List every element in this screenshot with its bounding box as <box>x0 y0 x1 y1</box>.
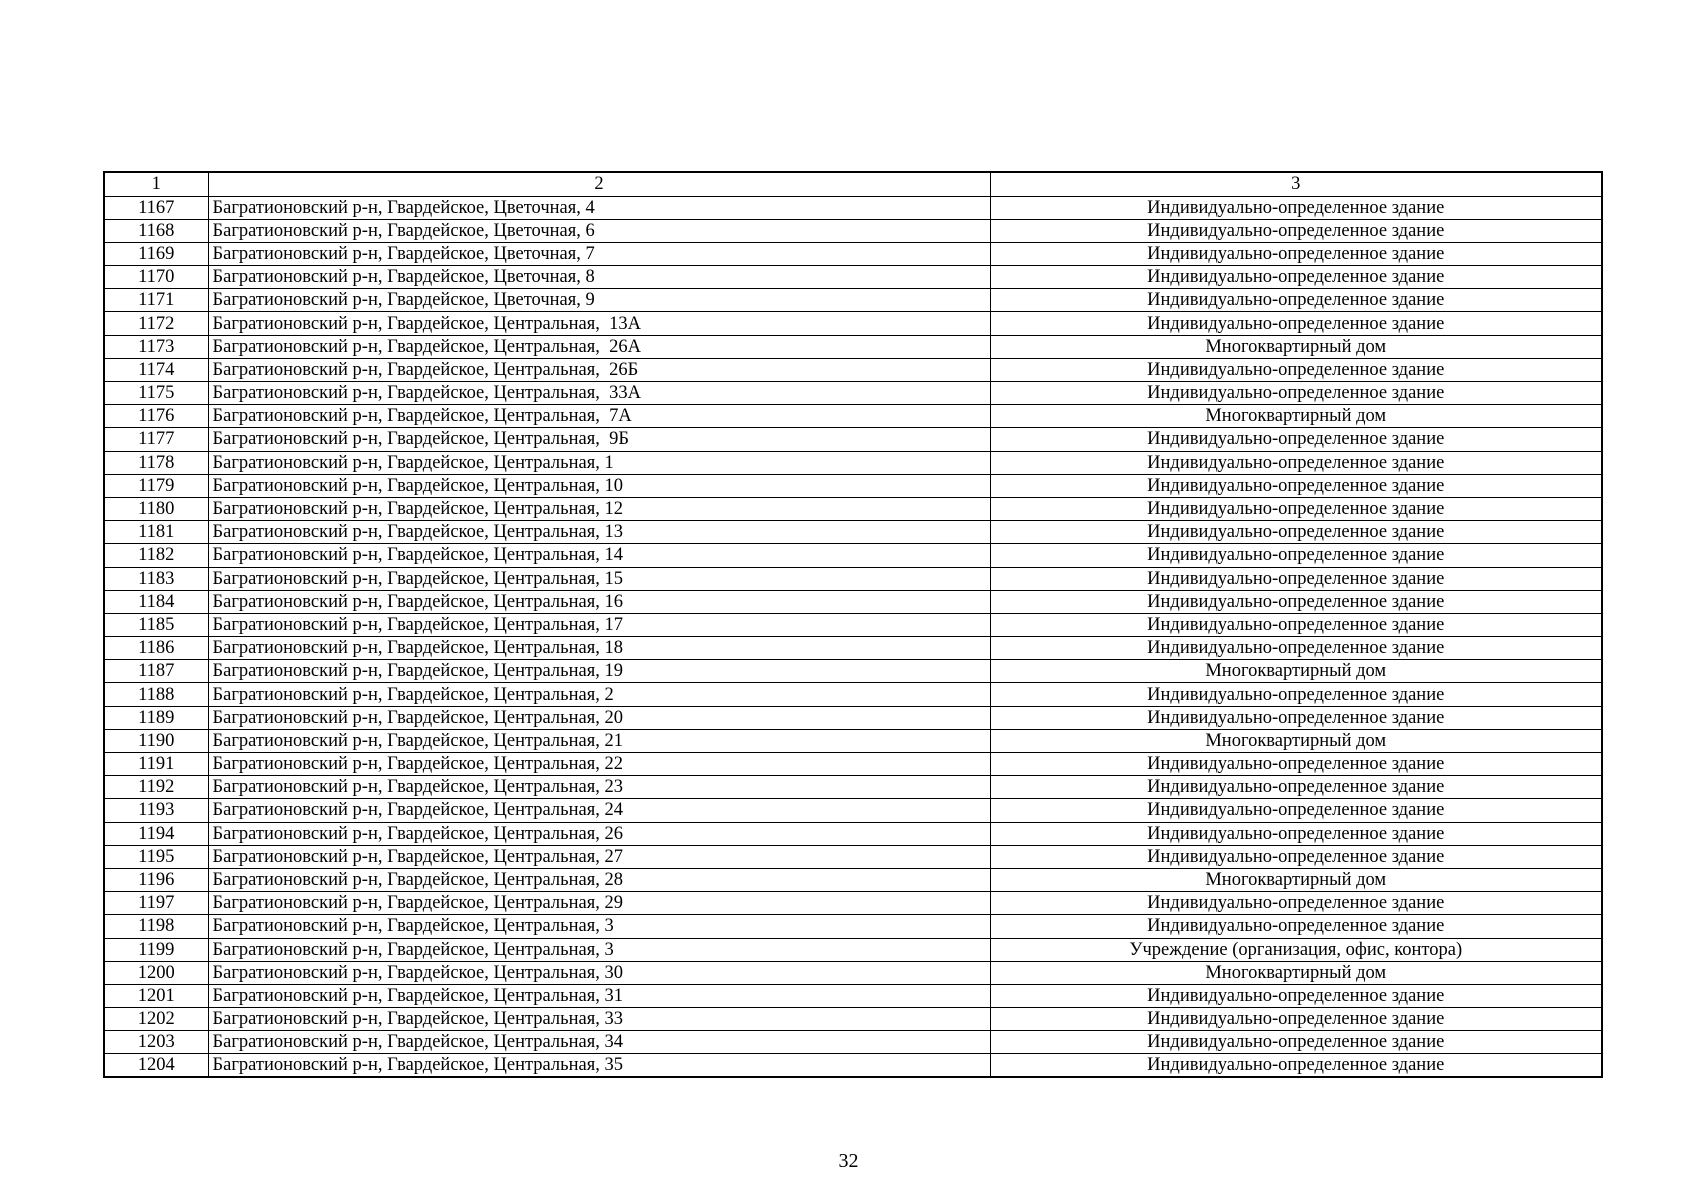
table-row <box>104 892 1602 915</box>
table-row <box>104 358 1602 381</box>
object-type-cell: Индивидуально-определенное здание <box>990 753 1602 776</box>
row-number-cell: 1187 <box>104 660 208 683</box>
address-cell: Багратионовский р-н, Гвардейское, Центральная, 2 <box>208 683 990 706</box>
address-cell: Багратионовский р-н, Гвардейское, Центральная, 27 <box>208 845 990 868</box>
object-type-cell: Многоквартирный дом <box>990 961 1602 984</box>
row-number-cell: 1184 <box>104 590 208 613</box>
table-row <box>104 984 1602 1007</box>
row-number-cell: 1180 <box>104 497 208 520</box>
object-type-cell: Индивидуально-определенное здание <box>990 683 1602 706</box>
row-number-cell: 1186 <box>104 637 208 660</box>
table-row <box>104 915 1602 938</box>
row-number-cell: 1178 <box>104 451 208 474</box>
row-number-cell: 1168 <box>104 219 208 242</box>
row-number-cell: 1175 <box>104 382 208 405</box>
object-type-cell: Многоквартирный дом <box>990 729 1602 752</box>
object-type-cell: Индивидуально-определенное здание <box>990 822 1602 845</box>
address-cell: Багратионовский р-н, Гвардейское, Центральная, 30 <box>208 961 990 984</box>
table-row <box>104 335 1602 358</box>
row-number-cell: 1181 <box>104 521 208 544</box>
object-type-cell: Индивидуально-определенное здание <box>990 637 1602 660</box>
object-type-cell: Индивидуально-определенное здание <box>990 984 1602 1007</box>
object-type-cell: Индивидуально-определенное здание <box>990 1031 1602 1054</box>
table-row <box>104 868 1602 891</box>
table-row <box>104 799 1602 822</box>
address-cell: Багратионовский р-н, Гвардейское, Цветочная, 9 <box>208 289 990 312</box>
address-cell: Багратионовский р-н, Гвардейское, Центральная, 13А <box>208 312 990 335</box>
object-type-cell: Индивидуально-определенное здание <box>990 474 1602 497</box>
address-cell: Багратионовский р-н, Гвардейское, Центральная, 33А <box>208 382 990 405</box>
document-sheet <box>103 171 1601 1078</box>
address-cell: Багратионовский р-н, Гвардейское, Центральная, 26А <box>208 335 990 358</box>
address-cell: Багратионовский р-н, Гвардейское, Центральная, 18 <box>208 637 990 660</box>
address-cell: Багратионовский р-н, Гвардейское, Центральная, 29 <box>208 892 990 915</box>
object-type-cell: Индивидуально-определенное здание <box>990 799 1602 822</box>
object-type-cell: Индивидуально-определенное здание <box>990 567 1602 590</box>
object-type-cell: Индивидуально-определенное здание <box>990 358 1602 381</box>
row-number-cell: 1197 <box>104 892 208 915</box>
address-cell: Багратионовский р-н, Гвардейское, Центральная, 19 <box>208 660 990 683</box>
table-row <box>104 497 1602 520</box>
address-cell: Багратионовский р-н, Гвардейское, Центральная, 23 <box>208 776 990 799</box>
object-type-cell: Индивидуально-определенное здание <box>990 382 1602 405</box>
address-cell: Багратионовский р-н, Гвардейское, Центральная, 14 <box>208 544 990 567</box>
address-cell: Багратионовский р-н, Гвардейское, Центральная, 16 <box>208 590 990 613</box>
table-row <box>104 961 1602 984</box>
row-number-cell: 1174 <box>104 358 208 381</box>
address-cell: Багратионовский р-н, Гвардейское, Центральная, 3 <box>208 938 990 961</box>
row-number-cell: 1173 <box>104 335 208 358</box>
row-number-cell: 1198 <box>104 915 208 938</box>
table-row <box>104 706 1602 729</box>
row-number-cell: 1177 <box>104 428 208 451</box>
address-cell: Багратионовский р-н, Гвардейское, Центральная, 1 <box>208 451 990 474</box>
object-type-cell: Индивидуально-определенное здание <box>990 266 1602 289</box>
column-header-2: 2 <box>208 172 990 196</box>
address-cell: Багратионовский р-н, Гвардейское, Центральная, 31 <box>208 984 990 1007</box>
row-number-cell: 1170 <box>104 266 208 289</box>
address-cell: Багратионовский р-н, Гвардейское, Центральная, 24 <box>208 799 990 822</box>
table-row <box>104 938 1602 961</box>
object-type-cell: Индивидуально-определенное здание <box>990 892 1602 915</box>
address-cell: Багратионовский р-н, Гвардейское, Центральная, 34 <box>208 1031 990 1054</box>
table-row <box>104 1008 1602 1031</box>
table-row <box>104 822 1602 845</box>
table-row <box>104 637 1602 660</box>
table-row <box>104 1054 1602 1077</box>
object-type-cell: Индивидуально-определенное здание <box>990 242 1602 265</box>
object-type-cell: Индивидуально-определенное здание <box>990 497 1602 520</box>
object-type-cell: Индивидуально-определенное здание <box>990 706 1602 729</box>
row-number-cell: 1200 <box>104 961 208 984</box>
table-row <box>104 312 1602 335</box>
table-row <box>104 405 1602 428</box>
object-type-cell: Индивидуально-определенное здание <box>990 312 1602 335</box>
row-number-cell: 1190 <box>104 729 208 752</box>
address-cell: Багратионовский р-н, Гвардейское, Центральная, 3 <box>208 915 990 938</box>
row-number-cell: 1195 <box>104 845 208 868</box>
row-number-cell: 1203 <box>104 1031 208 1054</box>
address-cell: Багратионовский р-н, Гвардейское, Центральная, 26Б <box>208 358 990 381</box>
address-cell: Багратионовский р-н, Гвардейское, Цветочная, 7 <box>208 242 990 265</box>
row-number-cell: 1192 <box>104 776 208 799</box>
row-number-cell: 1196 <box>104 868 208 891</box>
object-type-cell: Многоквартирный дом <box>990 660 1602 683</box>
row-number-cell: 1204 <box>104 1054 208 1077</box>
object-type-cell: Многоквартирный дом <box>990 868 1602 891</box>
table-row <box>104 544 1602 567</box>
table-row <box>104 382 1602 405</box>
row-number-cell: 1201 <box>104 984 208 1007</box>
table-row <box>104 196 1602 219</box>
table-row <box>104 729 1602 752</box>
row-number-cell: 1194 <box>104 822 208 845</box>
object-type-cell: Многоквартирный дом <box>990 335 1602 358</box>
address-cell: Багратионовский р-н, Гвардейское, Центральная, 28 <box>208 868 990 891</box>
object-type-cell: Индивидуально-определенное здание <box>990 196 1602 219</box>
row-number-cell: 1188 <box>104 683 208 706</box>
address-cell: Багратионовский р-н, Гвардейское, Центральная, 10 <box>208 474 990 497</box>
row-number-cell: 1179 <box>104 474 208 497</box>
address-cell: Багратионовский р-н, Гвардейское, Центральная, 26 <box>208 822 990 845</box>
object-type-cell: Индивидуально-определенное здание <box>990 845 1602 868</box>
table-row <box>104 683 1602 706</box>
address-cell: Багратионовский р-н, Гвардейское, Центральная, 22 <box>208 753 990 776</box>
table-body <box>104 172 1602 1077</box>
table-row <box>104 474 1602 497</box>
page-number: 32 <box>838 1150 859 1172</box>
address-cell: Багратионовский р-н, Гвардейское, Центральная, 21 <box>208 729 990 752</box>
table-row <box>104 521 1602 544</box>
table-row <box>104 266 1602 289</box>
object-type-cell: Индивидуально-определенное здание <box>990 1054 1602 1077</box>
row-number-cell: 1182 <box>104 544 208 567</box>
column-header-3: 3 <box>990 172 1602 196</box>
row-number-cell: 1171 <box>104 289 208 312</box>
row-number-cell: 1176 <box>104 405 208 428</box>
table-header-row <box>104 172 1602 196</box>
table-row <box>104 613 1602 636</box>
address-cell: Багратионовский р-н, Гвардейское, Цветочная, 8 <box>208 266 990 289</box>
address-cell: Багратионовский р-н, Гвардейское, Центральная, 20 <box>208 706 990 729</box>
address-cell: Багратионовский р-н, Гвардейское, Центральная, 7А <box>208 405 990 428</box>
object-type-cell: Индивидуально-определенное здание <box>990 915 1602 938</box>
row-number-cell: 1191 <box>104 753 208 776</box>
table-row <box>104 242 1602 265</box>
table-row <box>104 590 1602 613</box>
table-row <box>104 660 1602 683</box>
row-number-cell: 1169 <box>104 242 208 265</box>
row-number-cell: 1199 <box>104 938 208 961</box>
table-row <box>104 776 1602 799</box>
table-row <box>104 753 1602 776</box>
row-number-cell: 1167 <box>104 196 208 219</box>
address-cell: Багратионовский р-н, Гвардейское, Цветочная, 6 <box>208 219 990 242</box>
address-cell: Багратионовский р-н, Гвардейское, Центральная, 13 <box>208 521 990 544</box>
table-row <box>104 428 1602 451</box>
row-number-cell: 1189 <box>104 706 208 729</box>
row-number-cell: 1202 <box>104 1008 208 1031</box>
object-type-cell: Индивидуально-определенное здание <box>990 428 1602 451</box>
row-number-cell: 1172 <box>104 312 208 335</box>
row-number-cell: 1183 <box>104 567 208 590</box>
address-cell: Багратионовский р-н, Гвардейское, Центральная, 17 <box>208 613 990 636</box>
table-row <box>104 219 1602 242</box>
address-cell: Багратионовский р-н, Гвардейское, Центральная, 33 <box>208 1008 990 1031</box>
row-number-cell: 1193 <box>104 799 208 822</box>
object-type-cell: Индивидуально-определенное здание <box>990 451 1602 474</box>
table-row <box>104 845 1602 868</box>
object-type-cell: Учреждение (организация, офис, контора) <box>990 938 1602 961</box>
address-cell: Багратионовский р-н, Гвардейское, Центральная, 15 <box>208 567 990 590</box>
address-cell: Багратионовский р-н, Гвардейское, Центральная, 12 <box>208 497 990 520</box>
address-cell: Багратионовский р-н, Гвардейское, Цветочная, 4 <box>208 196 990 219</box>
object-type-cell: Индивидуально-определенное здание <box>990 219 1602 242</box>
object-type-cell: Индивидуально-определенное здание <box>990 776 1602 799</box>
table-row <box>104 1031 1602 1054</box>
address-cell: Багратионовский р-н, Гвардейское, Центральная, 9Б <box>208 428 990 451</box>
column-header-1: 1 <box>104 172 208 196</box>
table-row <box>104 567 1602 590</box>
address-cell: Багратионовский р-н, Гвардейское, Центральная, 35 <box>208 1054 990 1077</box>
object-type-cell: Индивидуально-определенное здание <box>990 1008 1602 1031</box>
row-number-cell: 1185 <box>104 613 208 636</box>
object-type-cell: Индивидуально-определенное здание <box>990 289 1602 312</box>
object-type-cell: Индивидуально-определенное здание <box>990 521 1602 544</box>
building-register-table <box>103 171 1603 1078</box>
object-type-cell: Многоквартирный дом <box>990 405 1602 428</box>
object-type-cell: Индивидуально-определенное здание <box>990 544 1602 567</box>
object-type-cell: Индивидуально-определенное здание <box>990 590 1602 613</box>
object-type-cell: Индивидуально-определенное здание <box>990 613 1602 636</box>
table-row <box>104 451 1602 474</box>
table-row <box>104 289 1602 312</box>
